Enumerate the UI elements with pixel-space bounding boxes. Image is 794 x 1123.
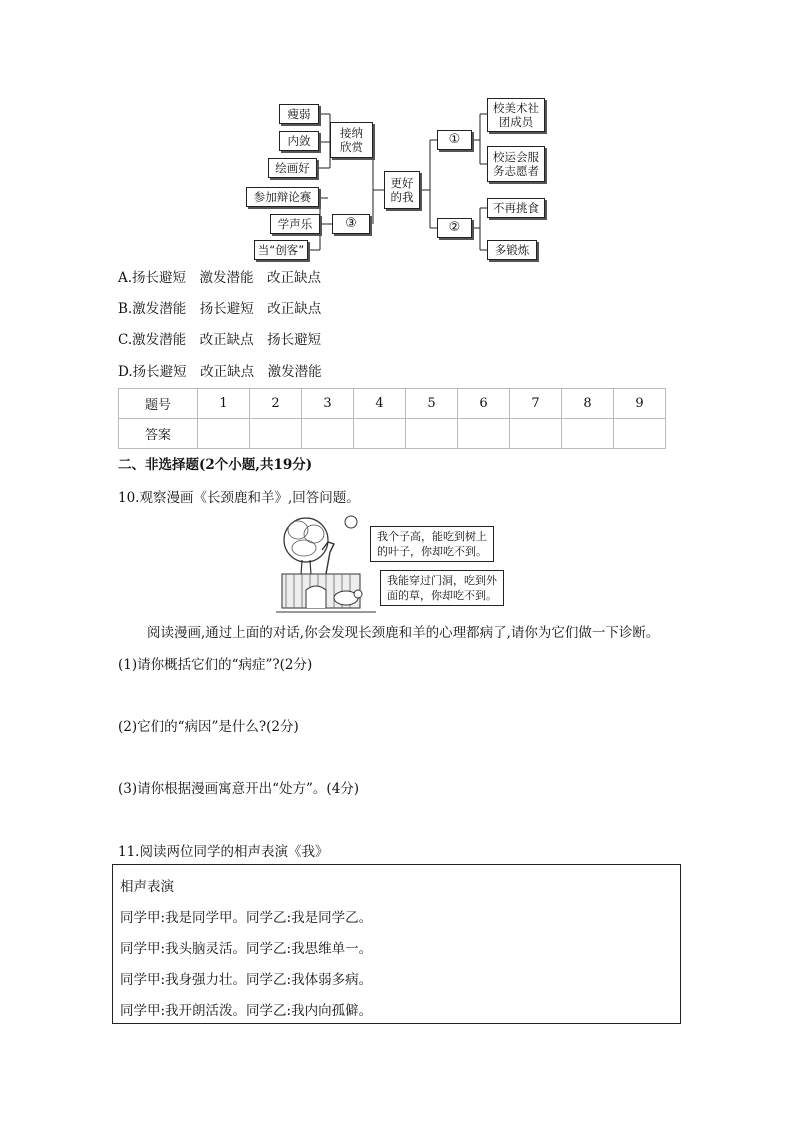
q10-sub2: (2)它们的“病因”是什么?(2分) xyxy=(118,719,299,735)
q11-title: 11.阅读两位同学的相声表演《我》 xyxy=(118,844,329,860)
cartoon-drawing xyxy=(276,512,376,616)
speech-bubble-giraffe: 我个子高，能吃到树上 的叶子，你却吃不到。 xyxy=(370,526,494,562)
node-duoduanlian: 多锻炼 xyxy=(487,240,537,260)
node-jienaxinshang: 接纳 欣赏 xyxy=(330,122,373,158)
node-canjiabianlunsai: 参加辩论赛 xyxy=(246,187,319,207)
table-cell: 3 xyxy=(302,389,354,419)
table-header-answer: 答案 xyxy=(119,419,198,449)
table-cell: 1 xyxy=(198,389,250,419)
node-yunhui: 校运会服 务志愿者 xyxy=(487,146,545,182)
q10-sub3: (3)请你根据漫画寓意开出“处方”。(4分) xyxy=(118,781,360,797)
answer-table xyxy=(118,388,666,449)
q10-intro: 阅读漫画,通过上面的对话,你会发现长颈鹿和羊的心理都病了,请你为它们做一下诊断。 xyxy=(147,625,660,641)
q10-title: 10.观察漫画《长颈鹿和羊》,回答问题。 xyxy=(118,490,360,506)
node-circle3: ③ xyxy=(332,214,370,234)
table-header-number: 题号 xyxy=(119,389,198,419)
connector-lines xyxy=(0,0,794,270)
answer-cell[interactable] xyxy=(510,419,562,449)
answer-cell[interactable] xyxy=(302,419,354,449)
node-meishushe: 校美术社 团成员 xyxy=(487,98,545,132)
cartoon-illustration xyxy=(276,512,516,616)
table-cell: 7 xyxy=(510,389,562,419)
mind-map-diagram xyxy=(0,0,794,270)
answer-cell[interactable] xyxy=(354,419,406,449)
crosstalk-box xyxy=(112,864,681,1024)
table-cell: 6 xyxy=(458,389,510,419)
node-buzaitiaoshi: 不再挑食 xyxy=(487,198,545,218)
node-circle2: ② xyxy=(437,218,472,238)
crosstalk-line: 同学甲:我头脑灵活。同学乙:我思维单一。 xyxy=(120,941,373,957)
answer-cell[interactable] xyxy=(198,419,250,449)
node-huihuahao: 绘画好 xyxy=(268,158,317,178)
node-shouruo: 瘦弱 xyxy=(279,104,319,124)
q10-sub1: (1)请你概括它们的“病症”?(2分) xyxy=(118,657,313,673)
option-b: B.激发潜能 扬长避短 改正缺点 xyxy=(118,301,322,317)
option-c: C.激发潜能 改正缺点 扬长避短 xyxy=(118,332,322,348)
crosstalk-box-title: 相声表演 xyxy=(120,879,174,895)
crosstalk-line: 同学甲:我是同学甲。同学乙:我是同学乙。 xyxy=(120,910,373,926)
node-gengaodewo: 更好 的我 xyxy=(384,171,420,209)
table-cell: 5 xyxy=(406,389,458,419)
answer-cell[interactable] xyxy=(406,419,458,449)
crosstalk-line: 同学甲:我开朗活泼。同学乙:我内向孤僻。 xyxy=(120,1003,373,1019)
node-xueshengyue: 学声乐 xyxy=(270,214,320,234)
speech-bubble-sheep: 我能穿过门洞，吃到外 面的草，你却吃不到。 xyxy=(380,570,504,606)
answer-cell[interactable] xyxy=(562,419,614,449)
answer-cell[interactable] xyxy=(614,419,666,449)
answer-cell[interactable] xyxy=(458,419,510,449)
option-d: D.扬长避短 改正缺点 激发潜能 xyxy=(118,364,322,380)
answer-cell[interactable] xyxy=(250,419,302,449)
node-neilian: 内敛 xyxy=(279,131,319,151)
table-cell: 9 xyxy=(614,389,666,419)
table-cell: 8 xyxy=(562,389,614,419)
node-circle1: ① xyxy=(437,130,472,150)
table-cell: 2 xyxy=(250,389,302,419)
table-row xyxy=(119,389,666,419)
section-title: 二、非选择题(2个小题,共19分) xyxy=(118,457,313,473)
table-row xyxy=(119,419,666,449)
crosstalk-line: 同学甲:我身强力壮。同学乙:我体弱多病。 xyxy=(120,972,373,988)
table-cell: 4 xyxy=(354,389,406,419)
option-a: A.扬长避短 激发潜能 改正缺点 xyxy=(118,270,322,286)
node-dangchuangke: 当“创客” xyxy=(254,240,308,260)
